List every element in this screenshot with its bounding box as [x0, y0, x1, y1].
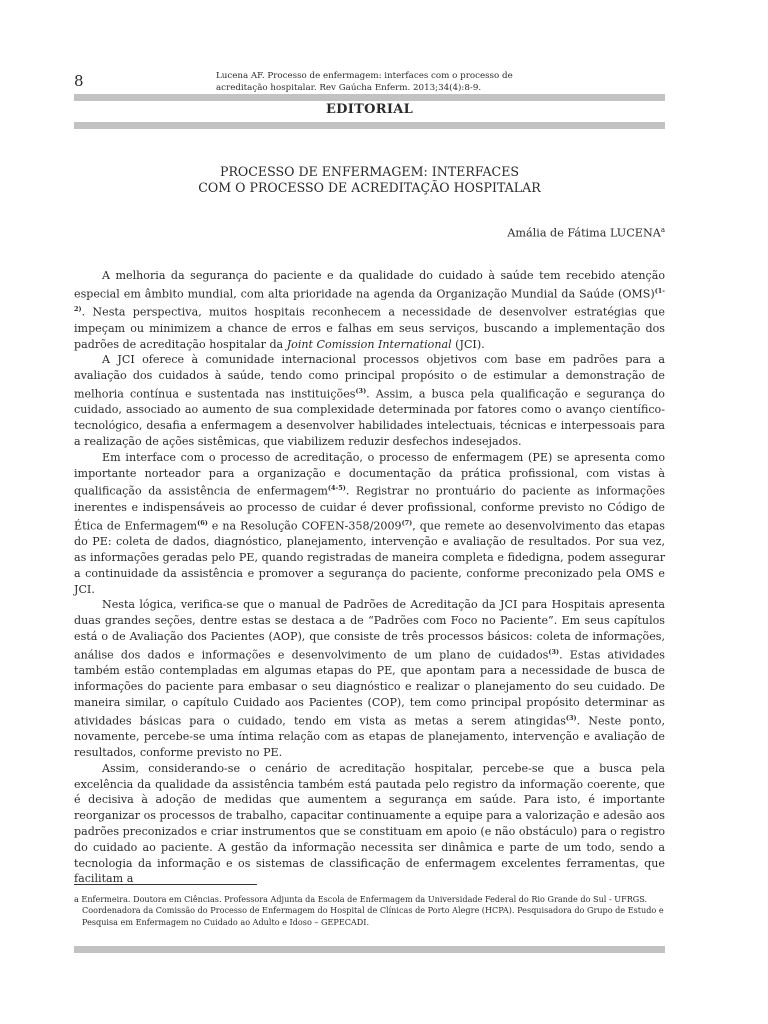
reference-marker: (1-2): [74, 286, 665, 314]
header-divider-bottom: [74, 122, 665, 129]
paragraph-3-text-a: Em interface com o processo de acreditação, o processo de enfermagem (PE) se apresenta como importante norteador para a organização e documentação da prática profissional, com vistas à qualificação da assistência de enfermagem: [74, 450, 665, 499]
paragraph-3: [74, 450, 665, 598]
paragraph-3-text-d: , que remete ao desenvolvimento das etapas do PE: coleta de dados, diagnóstico, planejamento, intervenção e avaliação de resultados. Por sua vez, as informações geradas pelo PE, quando registradas de maneira completa e fidedigna, podem assegurar a continuidade da assistência e promover a segurança do paciente, conforme preconizado pela OMS e JCI.: [74, 519, 665, 596]
paragraph-1-text-a: A melhoria da segurança do paciente e da qualidade do cuidado à saúde tem recebido atenção especial em âmbito mundial, com alta prioridade na agenda da Organização Mundial da Saúde (OMS): [74, 269, 665, 301]
header-divider-top: [74, 94, 665, 101]
reference-marker: (7): [401, 518, 413, 527]
footnote-rule: [74, 884, 257, 885]
paragraph-1: [74, 268, 665, 352]
paragraph-4-text-c: . Neste ponto, novamente, percebe-se uma íntima relação com as etapas de planejamento, intervenção e avaliação de resultados, conforme previsto no PE.: [74, 714, 665, 759]
italic-term: Joint Comission International: [286, 337, 452, 351]
running-citation: Lucena AF. Processo de enfermagem: interfaces com o processo de acreditação hospitalar. Rev Gaúcha Enferm. 2013;34(4):8-9.: [216, 71, 513, 93]
author-affiliation-mark: a: [660, 226, 665, 234]
paragraph-4-text-b: . Estas atividades também estão contempladas em algumas etapas do PE, que apontam para a necessidade de busca de informações do paciente para embasar o seu diagnóstico e realizar o planejamento do seu cuidado. De maneira similar, o capítulo Cuidado aos Pacientes (COP), tem como principal propósito determinar as atividades básicas para o cuidado, tendo em vista as metas a serem atingidas: [74, 648, 665, 728]
reference-marker: (3): [355, 386, 367, 395]
page-number: 8: [74, 72, 84, 90]
article-title: [74, 164, 665, 196]
reference-marker: (6): [197, 518, 208, 527]
paragraph-2: [74, 352, 665, 449]
paragraph-2-text-b: . Assim, a busca pela qualificação e segurança do cuidado, associado ao aumento de sua complexidade determinada por fatores como o avanço científico-tecnológico, desafia a enfermagem a desenvolver habilidades intelectuais, técnicas e interpessoais para a realização de ações sistêmicas, que viabilizem reduzir desfechos indesejados.: [74, 387, 665, 449]
reference-marker: (3): [548, 647, 560, 656]
paragraph-4: [74, 597, 665, 760]
article-title-line-1: PROCESSO DE ENFERMAGEM: INTERFACES: [219, 164, 520, 179]
footer-divider: [74, 946, 665, 953]
paragraph-5-text-a: Assim, considerando-se o cenário de acreditação hospitalar, percebe-se que a busca pela excelência da qualidade da assistência também está pautada pelo registro da informação coerente, que é decisiva à adoção de medidas que aumentem a segurança em saúde. Para isto, é importante reorganizar os processos de trabalho, capacitar continuamente a equipe para a valorização e adesão aos padrões preconizados e criar instrumentos que se constituam em apoio (e não obstáculo) para o registro do cuidado ao paciente. A gestão da informação necessita ser dinâmica e parte de um todo, sendo a tecnologia da informação e os sistemas de classificação de enfermagem excelentes ferramentas, que facilitam a: [74, 761, 665, 886]
section-label: EDITORIAL: [325, 102, 414, 117]
reference-marker: (3): [565, 713, 577, 722]
article-body: [74, 268, 665, 887]
paragraph-5: [74, 761, 665, 887]
paragraph-2-text-a: A JCI oferece à comunidade internacional processos objetivos com base em padrões para a avaliação dos cuidados à saúde, tendo como principal propósito o de estimular a demonstração de melhoria contínua e sustentada nas instituições: [74, 353, 665, 401]
paragraph-1-text-c: (JCI).: [451, 337, 485, 351]
reference-marker: (4-5): [327, 484, 346, 493]
author-name: Amália de Fátima LUCENA: [507, 226, 661, 240]
paragraph-1-text-b: . Nesta perspectiva, muitos hospitais reconhecem a necessidade de desenvolver estratégias que impeçam ou minimizem a chance de erros e falhas em seus serviços, buscando a implementação dos padrões de acreditação hospitalar da: [74, 305, 665, 351]
article-title-line-2: COM O PROCESSO DE ACREDITAÇÃO HOSPITALAR: [198, 180, 541, 195]
footnote: [74, 894, 665, 928]
footnote-mark: a: [74, 894, 79, 904]
footnote-text: Enfermeira. Doutora em Ciências. Professora Adjunta da Escola de Enfermagem da Universidade Federal do Rio Grande do Sul - UFRGS. Coordenadora da Comissão do Processo de Enfermagem do Hospital de Clínicas de Porto Alegre (HCPA). Pesquisadora do Grupo de Estudo e Pesquisa em Enfermagem no Cuidado ao Adulto e Idoso – GEPECADI.: [81, 894, 664, 927]
paragraph-4-text-a: Nesta lógica, verifica-se que o manual de Padrões de Acreditação da JCI para Hospitais apresenta duas grandes seções, dentre estas se destaca a de “Padrões com Foco no Paciente”. Em seus capítulos está o de Avaliação dos Pacientes (AOP), que consiste de três processos básicos: coleta de informações, análise dos dados e informações e desenvolvimento de um plano de cuidados: [74, 598, 665, 662]
paragraph-3-text-b: . Registrar no prontuário do paciente as informações inerentes e indispensáveis ao processo de cuidar é dever profissional, conforme previsto no Código de Ética de Enfermagem: [74, 485, 666, 533]
paragraph-3-text-c: e na Resolução COFEN-358/2009: [207, 519, 402, 533]
author: [507, 226, 665, 240]
